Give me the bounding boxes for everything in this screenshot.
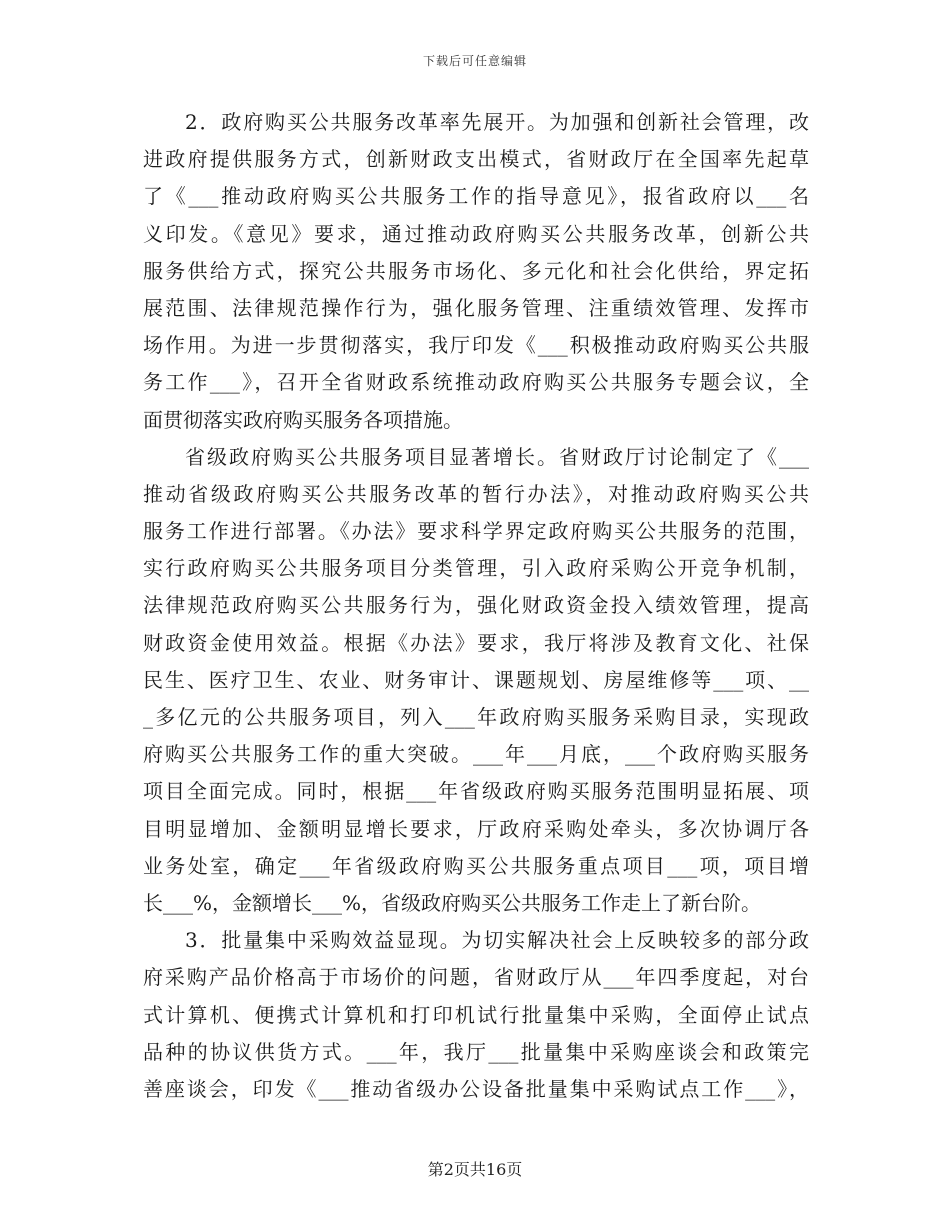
text-line: 进政府提供服务方式，创新财政支出模式，省财政厅在全国率先起草 — [143, 147, 809, 172]
text-line: 义印发。《意见》要求，通过推动政府购买公共服务改革，创新公共 — [143, 221, 809, 246]
text-line: 善座谈会，印发《___推动省级办公设备批量集中采购试点工作___》， — [143, 1076, 809, 1101]
text-line: 推动省级政府购买公共服务改革的暂行办法》，对推动政府购买公共 — [143, 481, 809, 506]
text-line: 了《___推动政府购买公共服务工作的指导意见》，报省政府以___名 — [143, 184, 809, 209]
paragraph-reform — [143, 104, 809, 439]
text-line: 3．批量集中采购效益显现。为切实解决社会上反映较多的部分政 — [185, 928, 809, 953]
text-line: 项目全面完成。同时，根据___年省级政府购买服务范围明显拓展、项 — [143, 779, 809, 804]
text-line: 展范围、法律规范操作行为，强化服务管理、注重绩效管理、发挥市 — [143, 295, 809, 320]
text-line: 实行政府购买公共服务项目分类管理，引入政府采购公开竞争机制， — [143, 556, 809, 581]
text-line: _多亿元的公共服务项目，列入___年政府购买服务采购目录，实现政 — [143, 705, 809, 729]
text-line: 2．政府购买公共服务改革率先展开。为加强和创新社会管理，改 — [185, 110, 809, 134]
text-line: 业务处室，确定___年省级政府购买公共服务重点项目___项，项目增 — [143, 853, 809, 878]
text-line: 法律规范政府购买公共服务行为，强化财政资金投入绩效管理，提高 — [143, 593, 809, 618]
document-body — [143, 104, 809, 1108]
text-line: 服务工作进行部署。《办法》要求科学界定政府购买公共服务的范围， — [143, 519, 809, 544]
text-line: 目明显增加、金额明显增长要求，厅政府采购处牵头，多次协调厅各 — [143, 816, 809, 841]
text-line: 省级政府购买公共服务项目显著增长。省财政厅讨论制定了《___ — [185, 444, 809, 469]
text-line: 财政资金使用效益。根据《办法》要求，我厅将涉及教育文化、社保 — [143, 630, 809, 655]
paragraph-provincial-projects — [143, 439, 809, 922]
text-line: 服务供给方式，探究公共服务市场化、多元化和社会化供给，界定拓 — [143, 258, 809, 283]
text-line: 民生、医疗卫生、农业、财务审计、课题规划、房屋维修等___项、__ — [143, 667, 809, 692]
text-line: 府购买公共服务工作的重大突破。___年___月底，___个政府购买服务 — [143, 742, 809, 767]
text-line: 品种的协议供货方式。___年，我厅___批量集中采购座谈会和政策完 — [143, 1039, 809, 1064]
text-line: 场作用。为进一步贯彻落实，我厅印发《___积极推动政府购买公共服 — [143, 333, 809, 358]
page-number: 第2页共16页 — [427, 1160, 523, 1179]
text-line: 面贯彻落实政府购买服务各项措施。 — [143, 407, 463, 432]
text-line: 府采购产品价格高于市场价的问题，省财政厅从___年四季度起，对台 — [143, 965, 809, 990]
text-line: 式计算机、便携式计算机和打印机试行批量集中采购，全面停止试点 — [143, 1002, 809, 1027]
page-header: 下载后可任意编辑 — [422, 54, 527, 68]
text-line: 长___%，金额增长___%，省级政府购买公共服务工作走上了新台阶。 — [143, 890, 762, 915]
paragraph-bulk-procurement — [143, 922, 809, 1108]
text-line: 务工作___》，召开全省财政系统推动政府购买公共服务专题会议，全 — [143, 370, 809, 395]
